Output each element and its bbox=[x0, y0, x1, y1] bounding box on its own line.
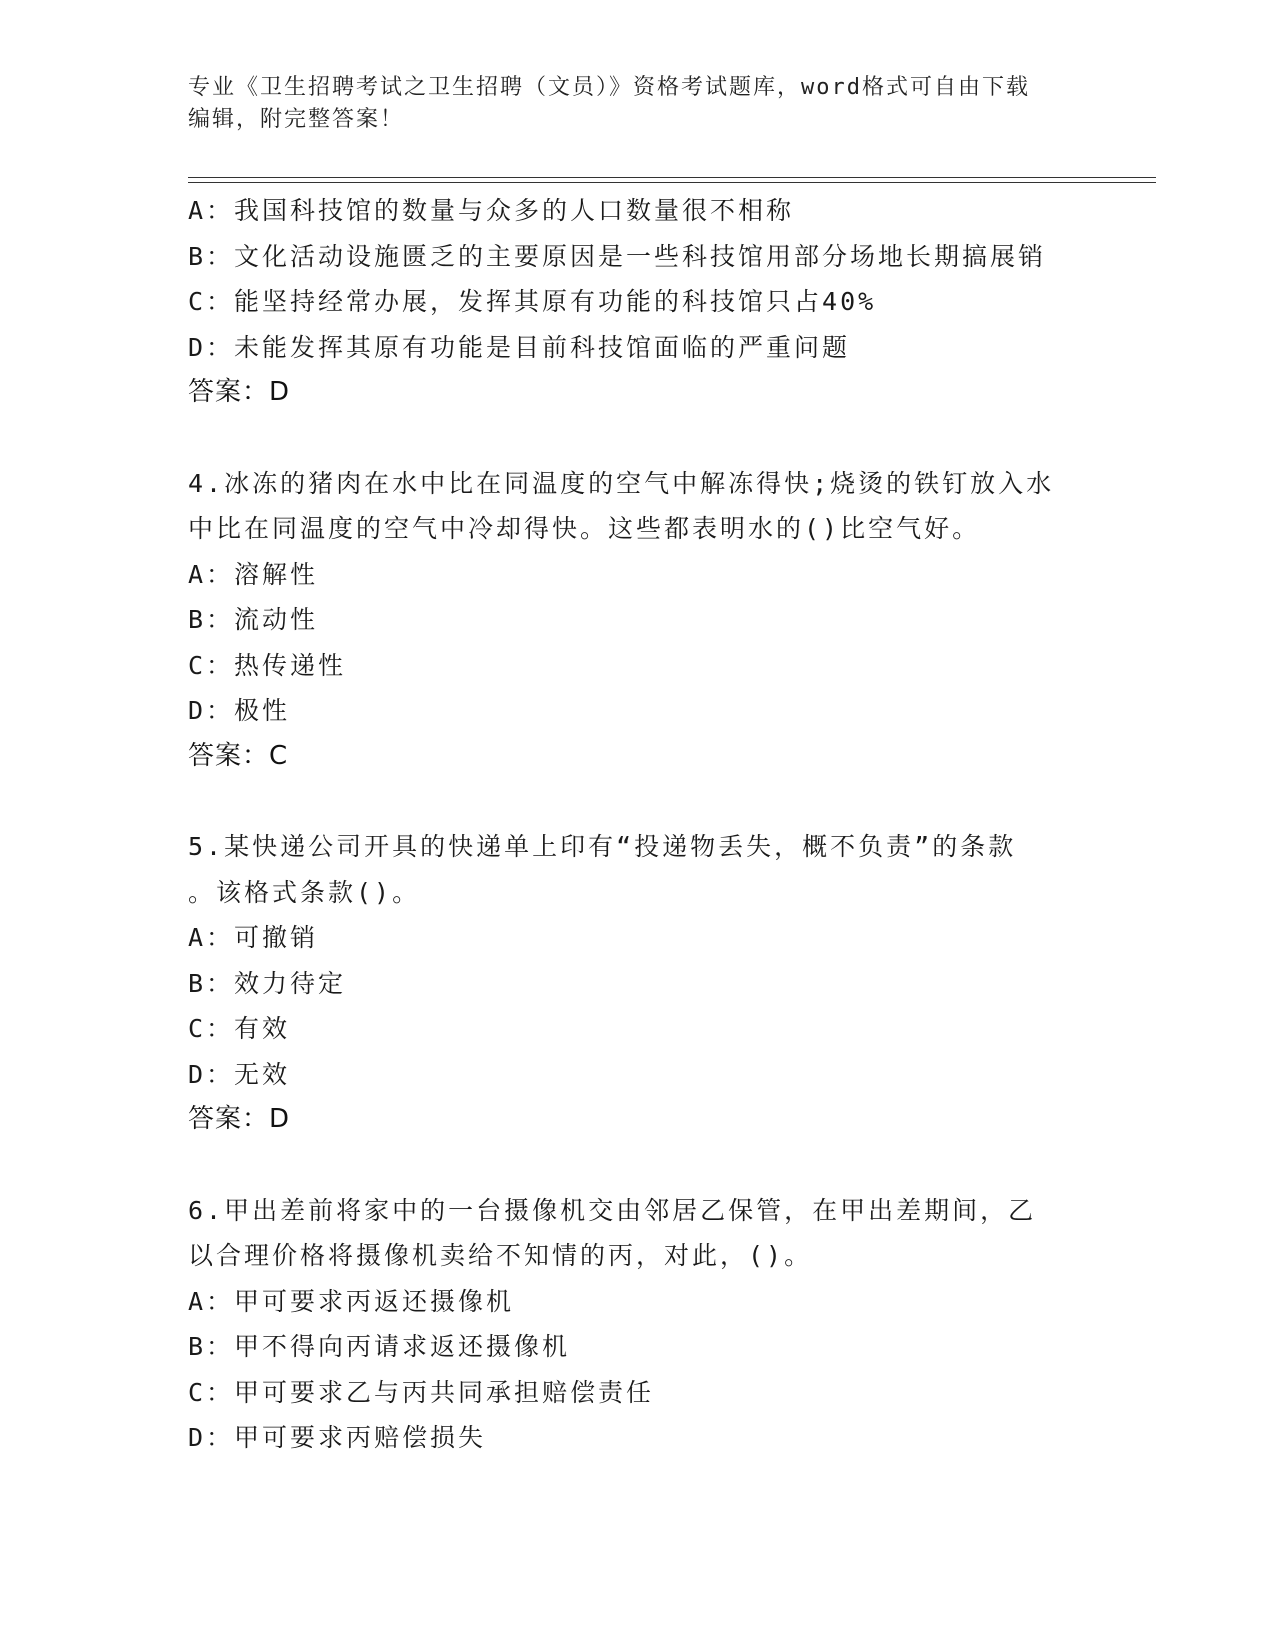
question-stem-line-1: 4.冰冻的猪肉在水中比在同温度的空气中解冻得快;烧烫的铁钉放入水 bbox=[188, 468, 1055, 498]
header-divider-bottom bbox=[188, 182, 1156, 183]
option-b: B：甲不得向丙请求返还摄像机 bbox=[188, 1332, 571, 1361]
question-stem-line-2: 以合理价格将摄像机卖给不知情的丙，对此，()。 bbox=[188, 1241, 813, 1270]
spacer bbox=[188, 1143, 1088, 1188]
question-5 bbox=[188, 824, 1088, 1143]
spacer bbox=[188, 779, 1088, 824]
question-stem-line-2: 。该格式条款()。 bbox=[188, 877, 421, 907]
question-4 bbox=[188, 461, 1088, 780]
question-3 bbox=[188, 188, 1088, 416]
question-stem-line-2: 中比在同温度的空气中冷却得快。这些都表明水的()比空气好。 bbox=[188, 514, 981, 543]
option-c: C：有效 bbox=[188, 1014, 291, 1043]
answer: 答案：D bbox=[188, 377, 291, 407]
answer: 答案：C bbox=[188, 740, 289, 771]
option-d: D：甲可要求丙赔偿损失 bbox=[188, 1423, 487, 1452]
option-b: B：流动性 bbox=[188, 605, 319, 634]
option-a: A：可撤销 bbox=[188, 923, 319, 952]
question-stem-line-1: 6.甲出差前将家中的一台摄像机交由邻居乙保管，在甲出差期间，乙 bbox=[188, 1195, 1037, 1225]
header-line-1: 专业《卫生招聘考试之卫生招聘（文员）》资格考试题库，word格式可自由下载 bbox=[188, 75, 1030, 100]
option-a: A：我国科技馆的数量与众多的人口数量很不相称 bbox=[188, 196, 795, 225]
header-divider-top bbox=[188, 177, 1156, 178]
option-b: B：文化活动设施匮乏的主要原因是一些科技馆用部分场地长期搞展销 bbox=[188, 241, 1047, 271]
option-d: D：未能发挥其原有功能是目前科技馆面临的严重问题 bbox=[188, 332, 851, 362]
option-c: C：能坚持经常办展，发挥其原有功能的科技馆只占40% bbox=[188, 287, 877, 316]
option-b: B：效力待定 bbox=[188, 968, 347, 998]
option-c: C：热传递性 bbox=[188, 650, 347, 680]
option-c: C：甲可要求乙与丙共同承担赔偿责任 bbox=[188, 1377, 655, 1407]
option-d: D：无效 bbox=[188, 1059, 291, 1089]
option-a: A：溶解性 bbox=[188, 559, 319, 589]
spacer bbox=[188, 416, 1088, 461]
question-6 bbox=[188, 1188, 1088, 1461]
question-list bbox=[188, 188, 1088, 1461]
option-d: D：极性 bbox=[188, 696, 291, 725]
document-header bbox=[188, 72, 1068, 136]
header-line-2: 编辑，附完整答案！ bbox=[188, 107, 405, 132]
answer: 答案：D bbox=[188, 1104, 291, 1134]
question-stem-line-1: 5.某快递公司开具的快递单上印有“投递物丢失，概不负责”的条款 bbox=[188, 832, 1017, 861]
option-a: A：甲可要求丙返还摄像机 bbox=[188, 1286, 515, 1316]
